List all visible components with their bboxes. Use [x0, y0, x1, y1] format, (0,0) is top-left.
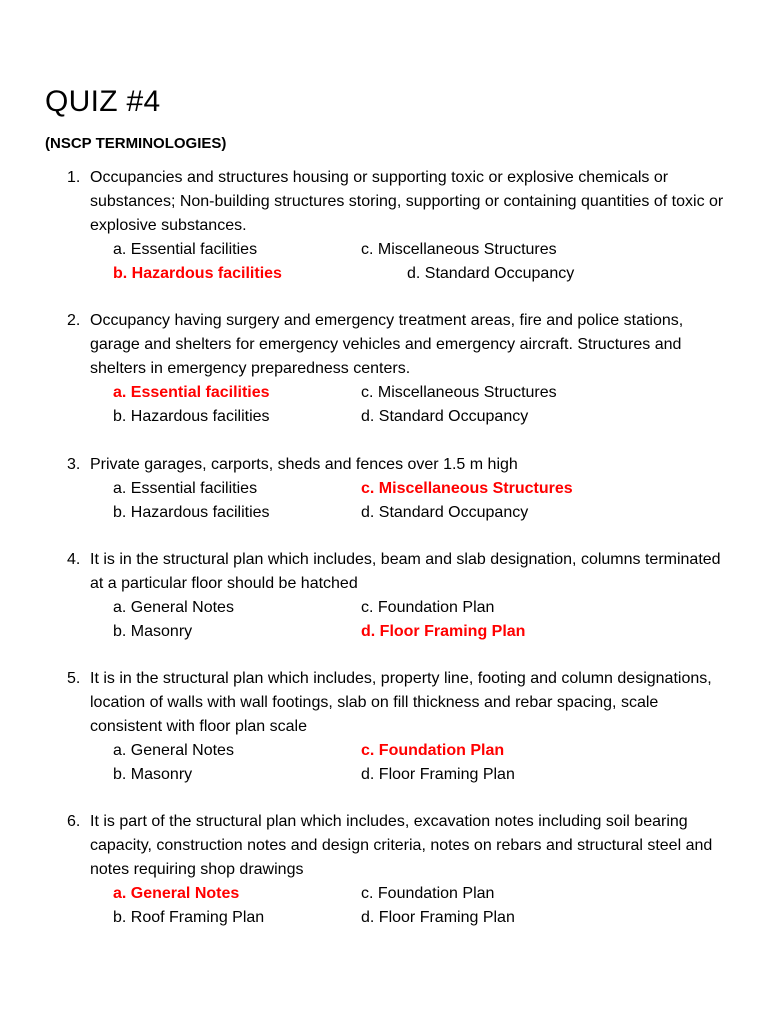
option-b: b. Masonry: [113, 766, 193, 783]
option-a: a. Essential facilities: [113, 241, 258, 258]
option-b: b. Hazardous facilities: [113, 504, 270, 521]
option-c: c. Miscellaneous Structures: [361, 241, 557, 258]
option-b: b. Masonry: [113, 623, 193, 640]
option-d: d. Floor Framing Plan: [361, 909, 515, 926]
option-c: c. Miscellaneous Structures: [361, 384, 557, 401]
question-number: 2.: [67, 312, 81, 329]
question-text: Occupancy having surgery and emergency treatment areas, fire and police stations, garage and shelters for emergency vehicles and emergency aircraft. Structures and shelters in emergency preparedness centers.: [90, 312, 684, 377]
option-b: b. Roof Framing Plan: [113, 909, 265, 926]
question-text: Occupancies and structures housing or supporting toxic or explosive chemicals or substances; Non-building structures storing, supporting or containing quantities of toxic or explosive substances.: [90, 169, 724, 234]
option-a-correct: a. General Notes: [113, 885, 240, 902]
option-a: a. General Notes: [113, 742, 234, 759]
question-text: It is in the structural plan which includes, property line, footing and column designations, location of walls with wall footings, slab on fill thickness and rebar spacing, scale consistent with floor plan scale: [90, 670, 712, 735]
question-number: 1.: [67, 169, 81, 186]
question-number: 5.: [67, 670, 81, 687]
question-number: 4.: [67, 551, 81, 568]
option-b-correct: b. Hazardous facilities: [113, 265, 282, 282]
option-a: a. General Notes: [113, 599, 234, 616]
option-c: c. Foundation Plan: [361, 599, 495, 616]
option-c-correct: c. Foundation Plan: [361, 742, 505, 759]
question-text: It is part of the structural plan which includes, excavation notes including soil bearing capacity, construction notes and design criteria, notes on rebars and structural steel and notes requiring shop drawings: [90, 813, 713, 878]
option-c: c. Foundation Plan: [361, 885, 495, 902]
option-b: b. Hazardous facilities: [113, 408, 270, 425]
question-number: 6.: [67, 813, 81, 830]
option-d: d. Standard Occupancy: [407, 265, 575, 282]
question-number: 3.: [67, 456, 81, 473]
question-text: Private garages, carports, sheds and fences over 1.5 m high: [90, 456, 518, 473]
option-a-correct: a. Essential facilities: [113, 384, 270, 401]
option-a: a. Essential facilities: [113, 480, 258, 497]
option-c-correct: c. Miscellaneous Structures: [361, 480, 573, 497]
page-subtitle: (NSCP TERMINOLOGIES): [45, 135, 227, 152]
option-d: d. Standard Occupancy: [361, 504, 529, 521]
question-text: It is in the structural plan which includes, beam and slab designation, columns terminated at a particular floor should be hatched: [90, 551, 721, 592]
option-d: d. Floor Framing Plan: [361, 766, 515, 783]
option-d-correct: d. Floor Framing Plan: [361, 623, 526, 640]
option-d: d. Standard Occupancy: [361, 408, 529, 425]
page-title: QUIZ #4: [45, 85, 161, 118]
